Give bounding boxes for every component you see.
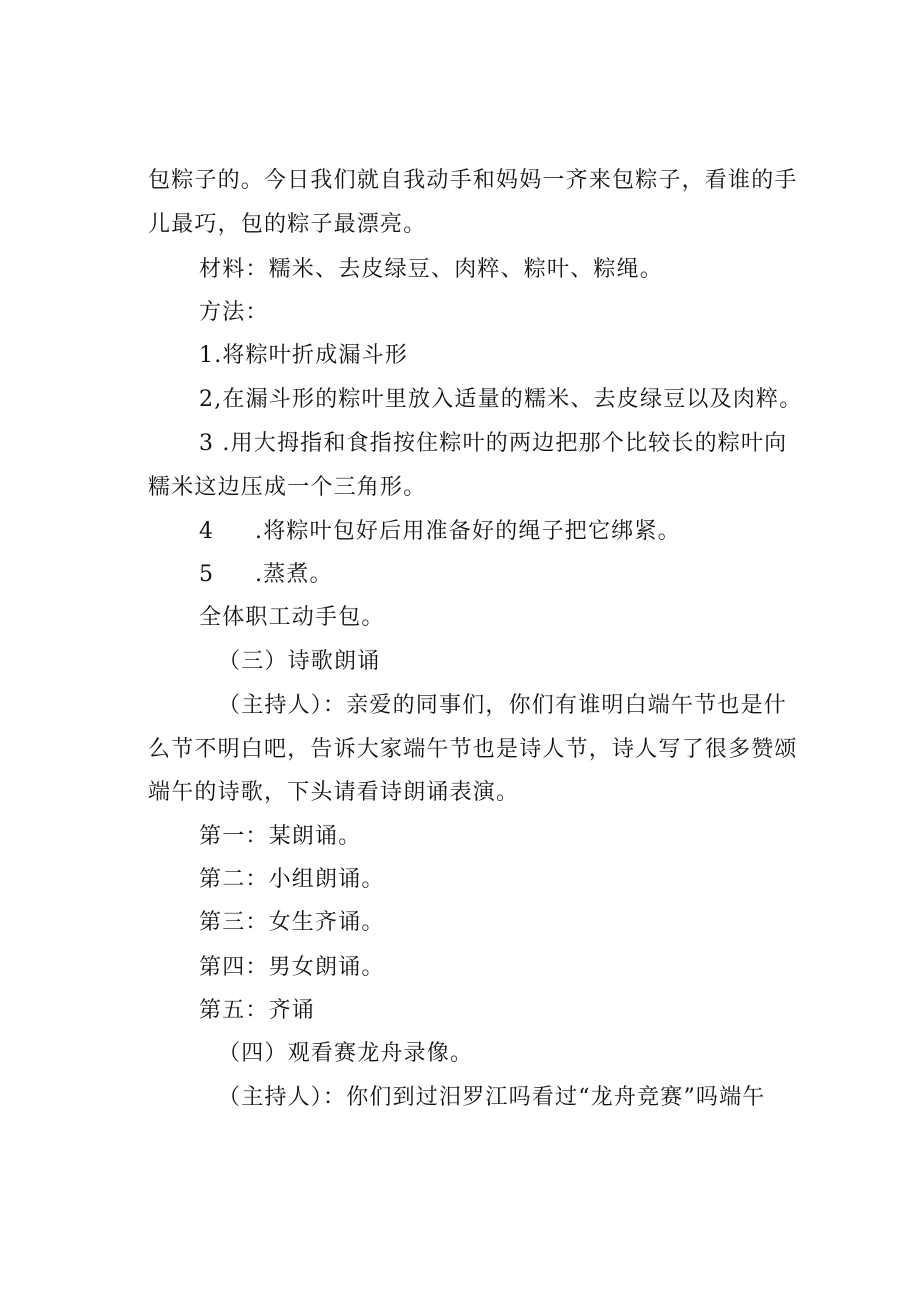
step-2: 2,在漏斗形的粽叶里放入适量的糯米、去皮绿豆以及肉粹。 — [199, 387, 803, 412]
method-heading: 方法： — [199, 300, 269, 325]
section-3-heading: （三）诗歌朗诵 — [218, 649, 381, 674]
step-5-number: 5 — [199, 562, 215, 587]
step-4-number: 4 — [199, 519, 215, 544]
step-5 — [199, 560, 333, 590]
host-para-1-line-2: 么节不明白吧，告诉大家端午节也是诗人节，诗人写了很多赞颂 — [148, 737, 798, 762]
section-4-heading: （四）观看赛龙舟录像。 — [218, 1041, 474, 1066]
step-3-line-1: 3 .用大拇指和食指按住粽叶的两边把那个比较长的粽叶向 — [199, 431, 788, 456]
program-item-1: 第一：某朗诵。 — [199, 824, 362, 849]
program-item-2: 第二：小组朗诵。 — [199, 867, 385, 892]
program-item-3: 第三：女生齐诵。 — [199, 910, 385, 935]
step-4 — [199, 517, 681, 547]
step-5-text: .蒸煮。 — [255, 562, 333, 587]
all-staff-line: 全体职工动手包。 — [199, 605, 385, 630]
step-3-line-2: 糯米这边压成一个三角形。 — [148, 475, 427, 500]
step-4-text: .将粽叶包好后用准备好的绳子把它绑紧。 — [255, 519, 681, 544]
program-item-5: 第五：齐诵 — [199, 998, 316, 1023]
materials-line: 材料：糯米、去皮绿豆、肉粹、粽叶、粽绳。 — [199, 257, 664, 282]
host-para-1-line-3: 端午的诗歌，下头请看诗朗诵表演。 — [148, 780, 520, 805]
intro-line-1: 包粽子的。今日我们就自我动手和妈妈一齐来包粽子，看谁的手 — [148, 168, 798, 193]
program-item-4: 第四：男女朗诵。 — [199, 955, 385, 980]
host-para-2-line-1: （主持人）：你们到过汨罗江吗看过“龙舟竞赛”吗端午 — [218, 1085, 766, 1110]
host-para-1-line-1: （主持人）：亲爱的同事们，你们有谁明白端午节也是什 — [218, 693, 788, 718]
intro-line-2: 儿最巧，包的粽子最漂亮。 — [148, 212, 427, 237]
step-1: 1.将粽叶折成漏斗形 — [199, 343, 408, 368]
